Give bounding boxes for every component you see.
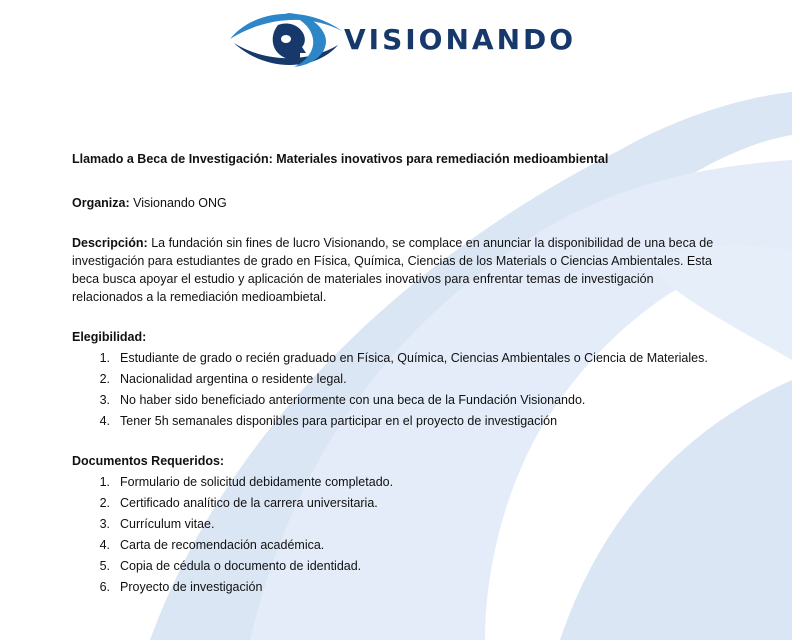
list-item — [72, 578, 722, 596]
list-item — [72, 557, 722, 575]
organiza-label: Organiza: — [72, 196, 130, 210]
list-text: Currículum vitae. — [120, 517, 215, 531]
document-body — [72, 150, 722, 618]
list-text: Estudiante de grado o recién graduado en Física, Química, Ciencias Ambientales o Ciencia de Materiales. — [120, 351, 708, 365]
list-text: Certificado analítico de la carrera universitaria. — [120, 496, 378, 510]
list-number: 2. — [99, 496, 110, 510]
list-number: 5. — [99, 559, 110, 573]
descripcion-value: La fundación sin fines de lucro Visionando, se complace en anunciar la disponibilidad de una beca de investigación para estudiantes de grado en Física, Química, Ciencias de los Materials o Ciencias Ambientales. Esta beca busca apoyar el estudio y aplicación de materiales inovativos para enfrentar temas de investigación relacionados a la remediación medioambietal. — [72, 236, 714, 304]
list-text: Proyecto de investigación — [120, 580, 263, 594]
documentos-list — [72, 473, 722, 596]
list-item — [72, 391, 722, 409]
descripcion-paragraph — [72, 234, 722, 306]
document-title: Llamado a Beca de Investigación: Materiales inovativos para remediación medioambiental — [72, 152, 609, 166]
list-number: 1. — [99, 351, 110, 365]
list-number: 4. — [99, 538, 110, 552]
list-item — [72, 515, 722, 533]
list-item — [72, 473, 722, 491]
list-text: No haber sido beneficiado anteriormente con una beca de la Fundación Visionando. — [120, 393, 586, 407]
logo-text: VISIONANDO — [344, 22, 577, 56]
list-number: 6. — [99, 580, 110, 594]
documentos-heading: Documentos Requeridos: — [72, 454, 225, 468]
list-text: Tener 5h semanales disponibles para participar en el proyecto de investigación — [120, 414, 558, 428]
list-item — [72, 412, 722, 430]
list-number: 1. — [99, 475, 110, 489]
organiza-value: Visionando ONG — [133, 196, 227, 210]
descripcion-label: Descripción: — [72, 236, 148, 250]
list-item — [72, 349, 722, 367]
list-item — [72, 536, 722, 554]
elegibilidad-heading: Elegibilidad: — [72, 330, 147, 344]
elegibilidad-list — [72, 349, 722, 430]
organiza-paragraph — [72, 194, 722, 212]
list-number: 3. — [99, 517, 110, 531]
list-text: Copia de cédula o documento de identidad. — [120, 559, 362, 573]
list-number: 2. — [99, 372, 110, 386]
list-text: Carta de recomendación académica. — [120, 538, 325, 552]
list-number: 3. — [99, 393, 110, 407]
list-text: Formulario de solicitud debidamente completado. — [120, 475, 394, 489]
eye-head-icon — [226, 1, 346, 77]
list-item — [72, 494, 722, 512]
list-number: 4. — [99, 414, 110, 428]
list-text: Nacionalidad argentina o residente legal. — [120, 372, 347, 386]
logo — [226, 0, 578, 78]
list-item — [72, 370, 722, 388]
